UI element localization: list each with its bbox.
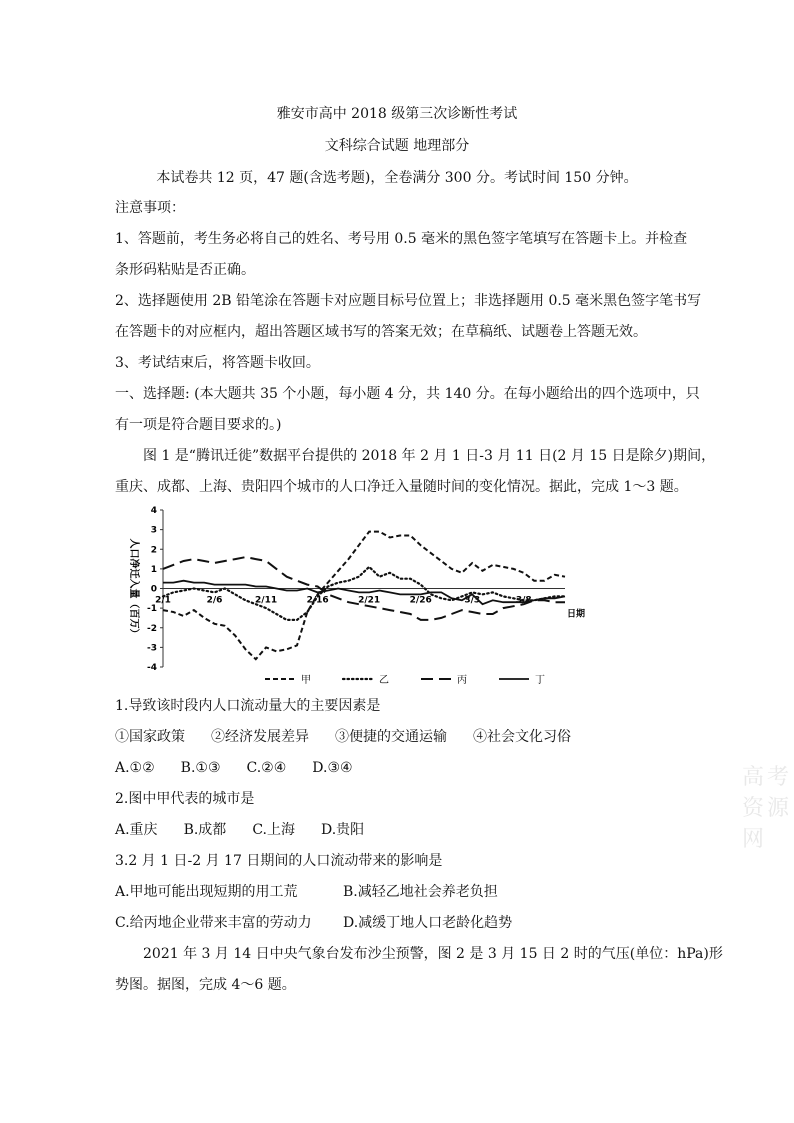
q3-option-b[interactable]: B.减轻乙地社会养老负担	[343, 884, 498, 900]
q2-option-c[interactable]: C.上海	[252, 822, 295, 838]
y-tick-label: -4	[147, 663, 157, 673]
q2-stem: 2.图中甲代表的城市是	[115, 791, 255, 807]
series-line-乙	[163, 567, 565, 620]
legend-label: 丁	[535, 675, 545, 686]
intro1-line-b: 重庆、成都、上海、贵阳四个城市的人口净迁入量随时间的变化情况。据此，完成 1～3 题。	[115, 479, 688, 495]
q3-option-c[interactable]: C.给丙地企业带来丰富的劳动力	[115, 915, 312, 931]
migration-chart-svg	[115, 502, 595, 692]
q3-stem: 3.2 月 1 日-2 月 17 日期间的人口流动带来的影响是	[115, 853, 443, 869]
watermark: 高考资源网	[742, 765, 793, 852]
y-tick-label: 4	[150, 506, 157, 516]
q3-options-row1	[115, 882, 685, 902]
q3-options-row2	[115, 913, 685, 933]
q1-factor-2: ②经济发展差异	[211, 729, 309, 745]
y-tick-label: 2	[150, 545, 157, 556]
q1-stem: 1.导致该时段内人口流动量大的主要因素是	[115, 698, 381, 714]
legend-label: 甲	[301, 675, 311, 686]
note-1b: 条形码粘贴是否正确。	[115, 262, 255, 278]
x-tick-label: 3/8	[515, 595, 532, 606]
exam-subtitle: 文科综合试题 地理部分	[324, 138, 470, 154]
x-tick-label: 2/11	[255, 595, 278, 606]
note-1a: 1、答题前，考生务必将自己的姓名、考号用 0.5 毫米的黑色签字笔填写在答题卡上。并检查	[115, 231, 688, 247]
q3-option-d[interactable]: D.减缓丁地人口老龄化趋势	[343, 915, 513, 931]
y-tick-label: -2	[147, 623, 157, 634]
exam-title: 雅安市高中 2018 级第三次诊断性考试	[276, 106, 518, 122]
section1-line-a: 一、选择题: (本大题共 35 个小题，每小题 4 分，共 140 分。在每小题给出的四个选项中，只	[115, 386, 700, 402]
x-axis-label: 日期	[567, 609, 586, 620]
q1-factors	[115, 727, 685, 747]
y-tick-label: -1	[147, 604, 157, 615]
intro2-line-a: 2021 年 3 月 14 日中央气象台发布沙尘预警，图 2 是 3 月 15 日 2 时的气压(单位：hPa)形	[143, 946, 723, 962]
q1-factor-1: ①国家政策	[115, 729, 185, 745]
y-axis-label: 人口净迁入量（百万）	[128, 538, 139, 639]
legend-label: 乙	[379, 675, 389, 686]
x-tick-label: 2/1	[155, 595, 171, 606]
x-tick-label: 2/21	[358, 595, 381, 606]
q1-factor-4: ④社会文化习俗	[473, 729, 571, 745]
q1-option-b[interactable]: B.①③	[180, 760, 221, 776]
note-2a: 2、选择题使用 2B 铅笔涂在答题卡对应题目标号位置上；非选择题用 0.5 毫米黑色签字笔书写	[115, 293, 702, 309]
q1-options	[115, 758, 685, 778]
exam-info: 本试卷共 12 页，47 题(含选考题)，全卷满分 300 分。考试时间 150 分钟。	[156, 170, 638, 186]
q2-option-a[interactable]: A.重庆	[115, 822, 158, 838]
migration-chart	[115, 502, 595, 692]
q1-option-a[interactable]: A.①②	[115, 760, 155, 776]
y-tick-label: 1	[150, 564, 157, 575]
q3-option-a[interactable]: A.甲地可能出现短期的用工荒	[115, 884, 298, 900]
q2-options	[115, 820, 685, 840]
note-3: 3、考试结束后，将答题卡收回。	[115, 355, 320, 371]
q1-option-c[interactable]: C.②④	[246, 760, 287, 776]
notes-heading: 注意事项：	[115, 200, 185, 216]
y-tick-label: 3	[150, 525, 157, 536]
x-tick-label: 2/16	[306, 595, 329, 606]
section1-line-b: 有一项是符合题目要求的。)	[115, 417, 282, 433]
x-tick-label: 2/26	[409, 595, 432, 606]
q2-option-b[interactable]: B.成都	[183, 822, 227, 838]
q1-factor-3: ③便捷的交通运输	[335, 729, 447, 745]
x-tick-label: 2/6	[206, 595, 223, 606]
note-2b: 在答题卡的对应框内，超出答题区域书写的答案无效；在草稿纸、试题卷上答题无效。	[115, 324, 647, 340]
y-tick-label: -3	[147, 643, 157, 654]
intro1-line-a: 图 1 是“腾讯迁徙”数据平台提供的 2018 年 2 月 1 日-3 月 11 日(2 月 15 日是除夕)期间，	[143, 448, 716, 464]
q2-option-d[interactable]: D.贵阳	[320, 822, 365, 838]
legend-label: 丙	[457, 675, 467, 686]
q1-option-d[interactable]: D.③④	[312, 760, 353, 776]
y-tick-label: 0	[150, 584, 157, 595]
intro2-line-b: 势图。据图，完成 4～6 题。	[115, 977, 296, 993]
x-tick-label: 3/3	[464, 595, 481, 606]
